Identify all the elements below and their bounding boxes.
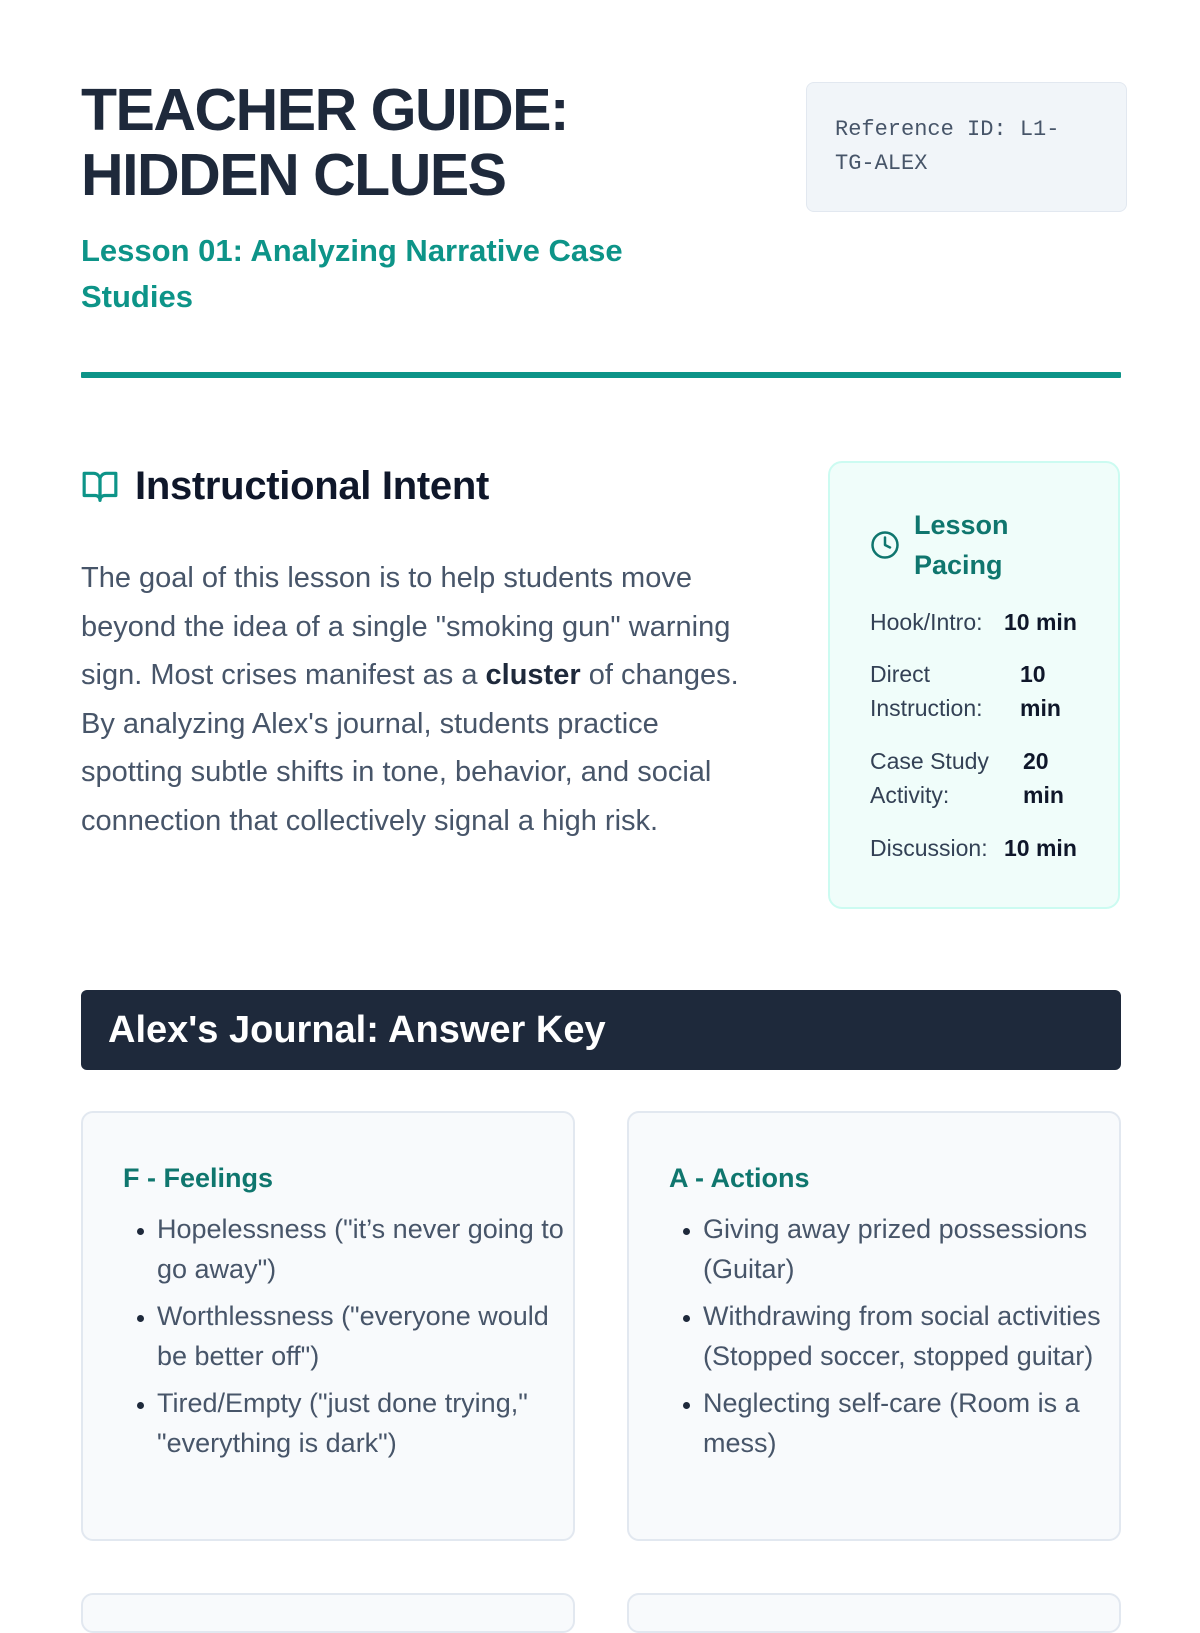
- feelings-card: [81, 1111, 575, 1541]
- lesson-pacing-card: [828, 461, 1120, 909]
- pacing-row-value: 10 min: [1004, 609, 1077, 635]
- pacing-row-label: Hook/Intro:: [870, 609, 983, 635]
- instructional-intent-heading: [81, 462, 489, 510]
- intent-body: [81, 554, 761, 845]
- feelings-list: [123, 1209, 577, 1470]
- book-icon: [81, 467, 119, 505]
- teacher-guide-page: [81, 0, 1121, 1600]
- intent-body-part1: The goal of this lesson is to help students move beyond the idea of a single "smoking gun" warning sign. Most crises manifest as a: [81, 562, 731, 691]
- pacing-row-value: 10 min: [1020, 661, 1061, 721]
- actions-card: [627, 1111, 1121, 1541]
- page-title-line1: TEACHER GUIDE:: [81, 77, 569, 143]
- next-card-right: [627, 1593, 1121, 1633]
- pacing-row: [870, 744, 1100, 812]
- reference-id-box: [806, 82, 1127, 212]
- pacing-row-value: 10 min: [1004, 835, 1077, 861]
- intent-body-part2: of changes. By analyzing Alex's journal, students practice spotting subtle shifts in tone, behavior, and social connection that collectively signal a high risk.: [81, 659, 739, 837]
- pacing-row: [870, 831, 1100, 865]
- pacing-heading: [870, 505, 1024, 585]
- list-item: • Neglecting self-care (Room is a mess): [703, 1383, 1123, 1463]
- reference-id-text: Reference ID: L1-TG-ALEX: [835, 117, 1060, 176]
- list-item: • Worthlessness ("everyone would be better off"): [157, 1296, 577, 1376]
- pacing-row-value: 20 min: [1023, 748, 1064, 808]
- next-card-left: [81, 1593, 575, 1633]
- clock-icon: [870, 530, 900, 560]
- actions-card-title: A - Actions: [669, 1163, 810, 1193]
- answer-key-title: Alex's Journal: Answer Key: [108, 1008, 606, 1051]
- actions-list: [669, 1209, 1123, 1470]
- pacing-row: [870, 657, 1100, 725]
- pacing-title: Lesson Pacing: [914, 510, 1009, 580]
- page-title: [81, 78, 761, 208]
- list-item: • Tired/Empty ("just done trying," "everything is dark"): [157, 1383, 577, 1463]
- intent-body-bold: cluster: [485, 659, 581, 691]
- feelings-card-title: F - Feelings: [123, 1163, 274, 1193]
- pacing-row-label: Direct Instruction:: [870, 661, 983, 721]
- list-item: • Giving away prized possessions (Guitar): [703, 1209, 1123, 1289]
- pacing-row-label: Discussion:: [870, 835, 988, 861]
- lesson-subtitle: Lesson 01: Analyzing Narrative Case Studies: [81, 233, 623, 314]
- answer-key-banner: [81, 990, 1121, 1070]
- pacing-row: [870, 605, 1100, 639]
- intent-title: Instructional Intent: [135, 463, 490, 508]
- header-divider: [81, 372, 1121, 378]
- pacing-row-label: Case Study Activity:: [870, 748, 989, 808]
- list-item: • Hopelessness ("it’s never going to go away"): [157, 1209, 577, 1289]
- page-title-line2: HIDDEN CLUES: [81, 142, 506, 208]
- list-item: • Withdrawing from social activities (Stopped soccer, stopped guitar): [703, 1296, 1123, 1376]
